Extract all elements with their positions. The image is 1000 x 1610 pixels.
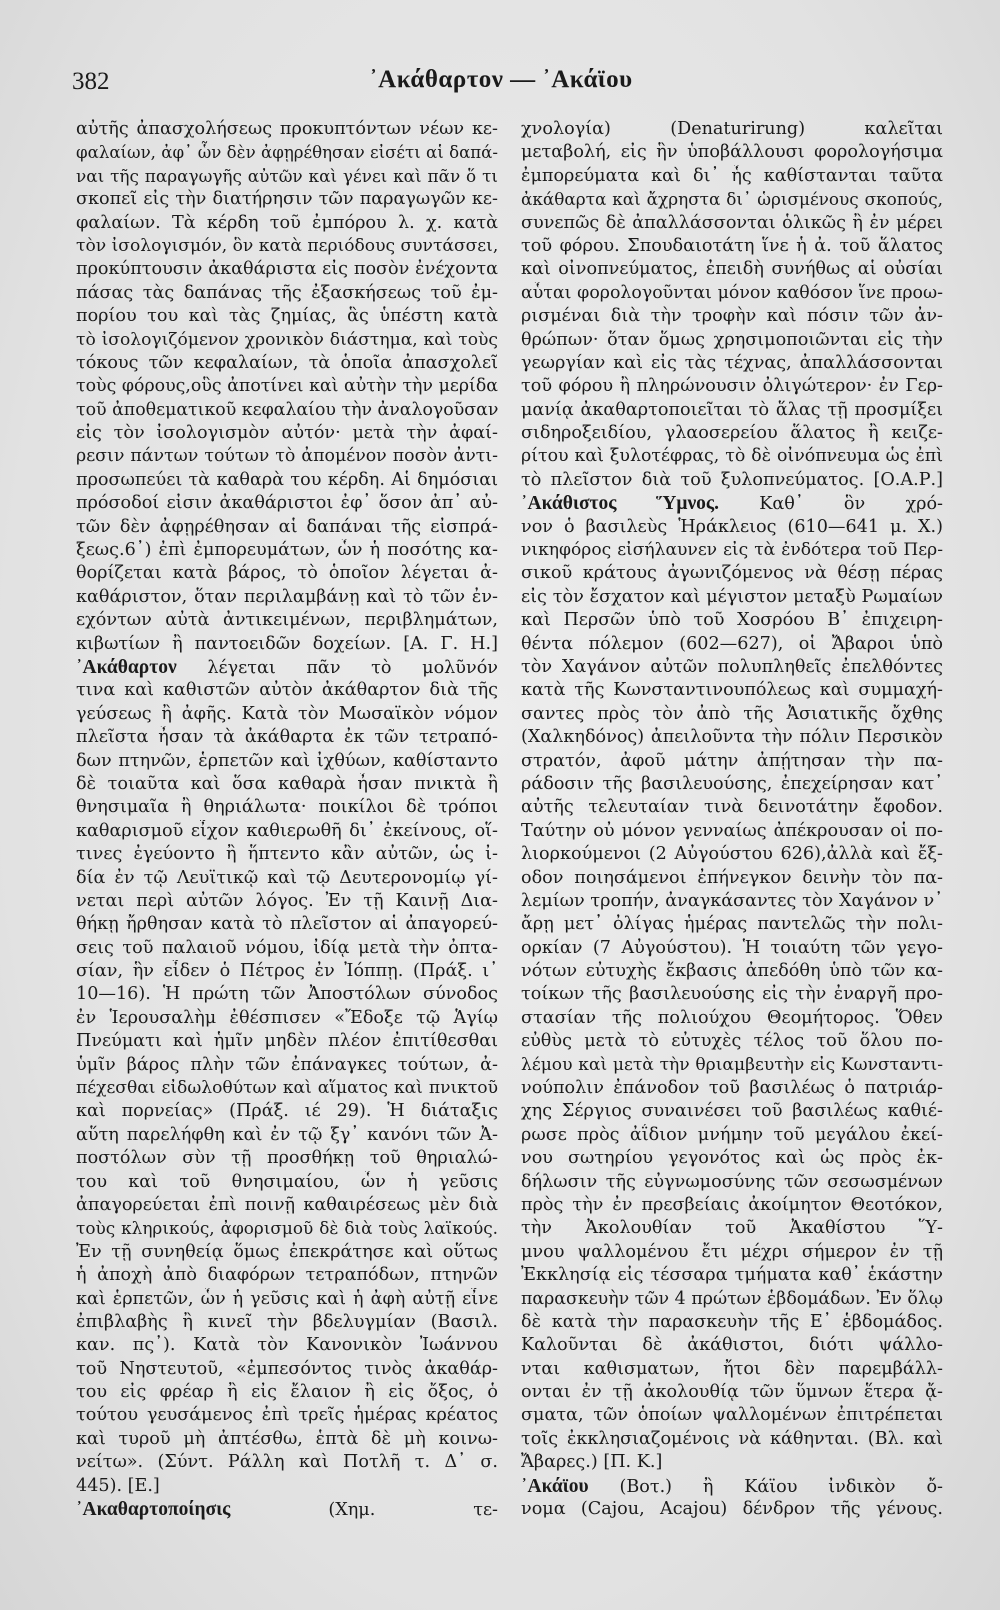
text-line: [76, 937, 498, 960]
line-text: σματα, τῶν ὁποίων ψαλλομένων ἐπιτρέπεται: [521, 1405, 943, 1426]
line-text: ἄρῃ μετ᾿ ὀλίγας ἡμέρας παντελῶς τὴν πολι-: [521, 914, 943, 935]
line-text: τόκους τῶν κεφαλαίων, τὰ ὁποῖα ἀπασχολεῖ: [76, 352, 498, 373]
text-line: [76, 703, 498, 726]
line-text: καὶ τυροῦ μὴ ἀπτέσθω, ἑπτὰ δὲ μὴ κοινω-: [76, 1428, 498, 1449]
text-line: [521, 1498, 943, 1521]
line-text: συνεπῶς δὲ ἀπαλλάσσονται ὁλικῶς ἢ ἐν μέρει: [521, 212, 943, 233]
text-line: [521, 1171, 943, 1194]
text-line: [521, 1381, 943, 1404]
line-text: θορίζεται κατὰ βάρος, τὸ ὁποῖον λέγεται ἀ-: [76, 563, 498, 584]
line-text: εἰς τὸν ἔσχατον καὶ μέγιστον μεταξὺ Ρωμαίων: [521, 586, 943, 607]
line-text: πρὸς τὴν ἐν πρεσβείαις ἀκοίμητον Θεοτόκον,: [521, 1194, 943, 1215]
line-text: θρώπων· ὅταν ὅμως χρησιμοποιῶνται εἰς τὴν: [521, 329, 943, 350]
text-line: [521, 1147, 943, 1170]
text-line: [76, 1381, 498, 1404]
text-line: [76, 235, 498, 258]
line-text: μεταβολή, εἰς ἣν ὑποβάλλουσι φορολογήσιμα: [521, 142, 943, 163]
page-number: 382: [72, 68, 110, 95]
text-line: [521, 329, 943, 352]
line-text: πρόσοδοί εἰσιν ἀκαθάριστοι ἐφ᾿ ὅσον ἀπ᾿ αὐ-: [76, 493, 498, 514]
text-line: [76, 820, 498, 843]
line-text: χης Σέργιος συναινέσει τοῦ βασιλέως καθιέ-: [521, 1101, 943, 1122]
line-text: αὐτῆς τελευταίαν τινὰ δεινοτάτην ἔφοδον.: [521, 797, 943, 818]
line-text: Ταύτην οὐ μόνον γενναίως ἀπέκρουσαν οἱ πο-: [521, 820, 943, 841]
line-text: τὸν Χαγάνον αὐτῶν πολυπληθεῖς ἐπελθόντες: [521, 656, 943, 677]
text-line: [76, 399, 498, 422]
text-line: [521, 679, 943, 702]
line-text: στρατόν, ἀφοῦ μάτην ἀπῄτησαν τὴν πα-: [521, 750, 943, 771]
text-line: [521, 1054, 943, 1077]
line-text: σεις τοῦ παλαιοῦ νόμου, ἰδίᾳ μετὰ τὴν ὀπτα-: [76, 937, 498, 958]
page-header: [68, 64, 934, 104]
line-text: λεμίων τροπήν, ἀναγκάσαντες τὸν Χαγάνον ν᾿: [521, 890, 943, 911]
line-text: ρισμέναι διὰ τὴν τροφὴν καὶ πόσιν τῶν ἀν-: [521, 306, 943, 327]
line-text: κατὰ τῆς Κωνσταντινουπόλεως καὶ συμμαχή-: [521, 680, 943, 701]
text-line: [521, 1428, 943, 1451]
text-line: [521, 1241, 943, 1264]
line-text: σκοπεῖ εἰς τὴν διατήρησιν τῶν παραγωγῶν κε-: [76, 189, 498, 210]
line-text: ὑμῖν βάρος πλὴν τῶν ἐπάναγκες τούτων, ἀ-: [76, 1054, 498, 1075]
text-line: [521, 960, 943, 983]
line-text: ἐπιβλαβὴς ἢ κινεῖ τὴν βδελυγμίαν (Βασιλ.: [76, 1311, 498, 1332]
line-text: τὴν Ἀκολουθίαν τοῦ Ἀκαθίστου Ὕ-: [521, 1218, 943, 1239]
entry-headword: ᾿Ακάθιστος Ὕμνος.: [521, 493, 720, 515]
line-text: ποστόλων σὺν τῇ προσθήκῃ τοῦ θηριαλώ-: [76, 1148, 498, 1169]
line-text: σιδηροξειδίου, γλαοσερείου ἅλατος ἢ κειζε-: [521, 423, 943, 444]
line-text: νται καθισματων, ἤτοι δὲν παρεμβάλλ-: [521, 1358, 943, 1379]
text-line: [521, 235, 943, 258]
text-line: [521, 1077, 943, 1100]
text-line: [76, 1475, 498, 1498]
text-line: [76, 1404, 498, 1427]
line-text: (Χημ. τε-: [230, 1500, 498, 1521]
text-line: [76, 141, 498, 164]
line-text: ἀπαγορεύεται ἐπὶ ποινῇ καθαιρέσεως μὲν διὰ: [76, 1194, 498, 1215]
line-text: καὶ ἑρπετῶν, ὧν ἡ γεῦσις καὶ ἡ ἀφὴ αὐτῇ εἶνε: [76, 1288, 498, 1309]
line-text: οδον ποιησάμενοι ἐπήνεγκον δεινὴν τὸν πα-: [521, 867, 943, 888]
line-text: χνολογία) (Denaturirung) καλεῖται: [521, 119, 943, 139]
text-line: [76, 118, 498, 141]
text-line: [521, 633, 943, 656]
text-line: [76, 1194, 498, 1217]
line-text: Ἐκκλησίᾳ εἰς τέσσαρα τμήματα καθ᾿ ἑκάστην: [521, 1265, 943, 1286]
line-text: νούπολιν ἐπάνοδον τοῦ βασιλέως ὁ πατριάρ-: [521, 1078, 943, 1099]
text-line: [76, 983, 498, 1006]
text-line: [76, 1264, 498, 1287]
line-text: (Βοτ.) ἢ Κάϊου ἰνδικὸν ὄ-: [588, 1476, 943, 1497]
line-text: στασίαν τῆς πολιούχου Θεομήτορος. Ὅθεν: [521, 1007, 943, 1028]
text-line: [521, 586, 943, 609]
text-line: [521, 703, 943, 726]
text-line: [521, 1217, 943, 1240]
line-text: νότων εὐτυχὴς ἔκβασις ἀπεδόθη ὑπὸ τῶν κα-: [521, 961, 943, 982]
text-line: [76, 1124, 498, 1147]
text-line: [521, 1404, 943, 1427]
line-text: νομα (Cajou, Acajou) δένδρον τῆς γένους.: [521, 1499, 943, 1520]
text-line: [76, 1077, 498, 1100]
text-line: [76, 960, 498, 983]
line-text: πορίου του καὶ τὰς ζημίας, ἃς ὑπέστη κατὰ: [76, 306, 498, 327]
text-line: [76, 1007, 498, 1030]
text-line: [521, 820, 943, 843]
text-line: [521, 562, 943, 585]
text-line: [521, 1334, 943, 1357]
line-text: λέμου καὶ μετὰ τὴν θριαμβευτὴν εἰς Κωνσταντι-: [521, 1054, 943, 1075]
line-text: πέχεσθαι εἰδωλοθύτων καὶ αἵματος καὶ πνικτοῦ: [76, 1078, 498, 1099]
line-text: σαντες πρὸς τὸν ἀπὸ τῆς Ἀσιατικῆς ὄχθης: [521, 703, 943, 724]
text-line: [521, 796, 943, 819]
text-line: [521, 1264, 943, 1287]
text-line: [521, 282, 943, 305]
text-line: [76, 212, 498, 235]
line-text: του καὶ τοῦ θνησιμαίου, ὧν ἡ γεῦσις: [76, 1171, 498, 1192]
line-text: τοῦ ἀποθεματικοῦ κεφαλαίου τὴν ἀναλογοῦσαν: [76, 399, 498, 420]
text-line: [521, 469, 943, 492]
line-text: θήκῃ ἤρθησαν κατὰ τὸ πλεῖστον αἱ ἀπαγορεύ-: [76, 914, 498, 935]
text-line: [76, 1171, 498, 1194]
text-line: [76, 1030, 498, 1053]
line-text: ἐν Ἱερουσαλὴμ ἐθέσπισεν «Ἔδοξε τῷ Ἁγίῳ: [76, 1007, 498, 1028]
text-line: [521, 1311, 943, 1334]
line-text: τοῦ φόρου. Σπουδαιοτάτη ἵνε ἡ ἀ. τοῦ ἅλατος: [521, 235, 943, 256]
right-column: [521, 118, 943, 1548]
line-text: του εἰς φρέαρ ἢ εἰς ἔλαιον ἢ εἰς ὄξος, ὁ: [76, 1382, 498, 1403]
line-text: τοὺς κληρικούς, ἀφορισμοῦ δὲ διὰ τοὺς λαϊκούς.: [76, 1218, 498, 1239]
line-text: δὲ κατὰ τὴν παρασκευὴν τῆς Ε᾿ ἑβδομάδος.: [521, 1311, 943, 1332]
text-line: [76, 679, 498, 702]
text-line: [76, 843, 498, 866]
text-line: [76, 1217, 498, 1240]
text-line: [76, 796, 498, 819]
line-text: νικηφόρος εἰσήλαυνεν εἰς τὰ ἐνδότερα τοῦ Περ-: [521, 540, 943, 561]
line-text: παρασκευὴν τῶν 4 πρώτων ἑβδομάδων. Ἐν ὅλῳ: [521, 1288, 943, 1309]
line-text: Ἄβαρες.) [Π. Κ.]: [521, 1452, 663, 1473]
text-line: [521, 118, 943, 141]
text-line: [521, 983, 943, 1006]
text-line: [521, 843, 943, 866]
text-line: [76, 516, 498, 539]
text-line: [521, 1007, 943, 1030]
line-text: καθάριστον, ὅταν περιλαμβάνῃ καὶ τὸ τῶν ἐν-: [76, 586, 498, 607]
text-line: [521, 750, 943, 773]
text-line: [76, 445, 498, 468]
line-text: μανίᾳ ἀκαθαρτοποιεῖται τὸ ἅλας τῇ προσμίξει: [521, 399, 943, 420]
line-text: τοὺς φόρους,οὓς ἀποτίνει καὶ αὐτὴν τὴν μερίδα: [76, 376, 498, 397]
text-line: [521, 1030, 943, 1053]
text-line: [76, 165, 498, 188]
text-line: [521, 399, 943, 422]
line-text: ἐμπορεύματα καὶ δι᾿ ἧς καθίστανται ταῦτα: [521, 165, 943, 186]
text-line: [521, 1451, 943, 1474]
line-text: σίαν, ἣν εἶδεν ὁ Πέτρος ἐν Ἰόππῃ. (Πράξ. ι᾿: [76, 961, 498, 982]
line-text: καὶ Περσῶν ὑπὸ τοῦ Χοσρόου Β᾿ ἐπιχειρη-: [521, 610, 943, 631]
text-line: [76, 867, 498, 890]
text-line: [76, 656, 498, 679]
line-text: τινες ἐγεύοντο ἢ ἥπτεντο κἂν αὐτῶν, ὡς ἰ-: [76, 844, 498, 865]
text-line: [521, 422, 943, 445]
line-text: τῶν δὲν ἀφῃρέθησαν αἱ δαπάναι τῆς εἰσπρά-: [76, 516, 498, 537]
line-text: προκύπτουσιν ἀκαθάριστα εἰς ποσὸν ἐνέχοντα: [76, 259, 498, 280]
line-text: κιβωτίων ἢ παντοειδῶν δοχείων. [Α. Γ. Η.]: [76, 633, 498, 654]
line-text: καν. πς᾿). Κατὰ τὸν Κανονικὸν Ἰωάννου: [76, 1335, 498, 1356]
line-text: θνησιμαῖα ἢ θηριάλωτα· ποικίλοι δὲ τρόποι: [76, 797, 498, 818]
line-text: δὲ τοιαῦτα καὶ ὅσα καθαρὰ ἦσαν πνικτὰ ἢ: [76, 773, 498, 794]
line-text: τινα καὶ καθιστῶν αὐτὸν ἀκάθαρτον διὰ τῆς: [76, 680, 498, 701]
text-line: [76, 1241, 498, 1264]
text-line: [521, 445, 943, 468]
line-text: 10—16). Ἡ πρώτη τῶν Ἀποστόλων σύνοδος: [76, 984, 498, 1005]
line-text: εχόντων αὐτὰ ἀντικειμένων, περιβλημάτων,: [76, 610, 498, 631]
text-line: [521, 937, 943, 960]
line-text: αὕτη παρελήφθη καὶ ἐν τῷ ξγ᾿ κανόνι τῶν Ἀ-: [76, 1124, 498, 1145]
text-line: [521, 516, 943, 539]
line-text: τοῖς ἐκκλησιαζομένοις νὰ κάθηνται. (Βλ. καὶ: [521, 1428, 943, 1449]
text-line: [76, 609, 498, 632]
text-line: [521, 656, 943, 679]
line-text: νείτω». (Σύντ. Ράλλη καὶ Ποτλῆ τ. Δ᾿ σ.: [76, 1452, 498, 1473]
entry-headword: ᾿Ακάθαρτον: [76, 656, 177, 678]
line-text: φαλαίων. Τὰ κέρδη τοῦ ἐμπόρου λ. χ. κατὰ: [76, 212, 498, 233]
text-line: [521, 867, 943, 890]
line-text: αὐτῆς ἀπασχολήσεως προκυπτόντων νέων κε-: [76, 119, 498, 139]
line-text: νεται περὶ αὐτῶν λόγος. Ἐν τῇ Καινῇ Δια-: [76, 890, 498, 911]
line-text: τοῦ φόρου ἢ πληρώνουσιν ὀλιγώτερον· ἐν Γερ-: [521, 376, 943, 397]
line-text: γεωργίαν καὶ εἰς τὰς τέχνας, ἀπαλλάσσονται: [521, 352, 943, 373]
text-line: [521, 1475, 943, 1498]
text-line: [76, 1358, 498, 1381]
line-text: ρωσε πρὸς ἀΐδιον μνήμην τοῦ μεγάλου ἐκεί-: [521, 1124, 943, 1145]
line-text: Ἐν τῇ συνηθείᾳ ὅμως ἐπεκράτησε καὶ οὕτως: [76, 1241, 498, 1262]
text-line: [76, 726, 498, 749]
text-line: [76, 539, 498, 562]
text-line: [76, 1498, 498, 1521]
text-line: [76, 352, 498, 375]
line-text: πάσας τὰς δαπάνας τῆς ἐξασκήσεως τοῦ ἐμ-: [76, 282, 498, 303]
line-text: προσωπεύει τὰ καθαρὰ του κέρδη. Αἱ δημόσιαι: [76, 469, 498, 490]
text-line: [76, 586, 498, 609]
text-line: [76, 188, 498, 211]
left-column: [76, 118, 498, 1548]
line-text: ἡ ἀποχὴ ἀπὸ διαφόρων τετραπόδων, πτηνῶν: [76, 1265, 498, 1286]
line-text: ρίτου καὶ ξυλοτέφρας, τὸ δὲ οἰνόπνευμα ὡς ἐπὶ: [521, 446, 943, 467]
line-text: καθαρισμοῦ εἶχον καθιερωθῆ δι᾿ ἐκείνους, οἵ-: [76, 820, 498, 841]
text-line: [521, 913, 943, 936]
line-text: λέγεται πᾶν τὸ μολῦνόν: [176, 657, 498, 678]
line-text: τούτου γευσάμενος ἐπὶ τρεῖς ἡμέρας κρέατος: [76, 1405, 498, 1426]
text-line: [521, 212, 943, 235]
text-line: [521, 188, 943, 211]
line-text: εὐθὺς μετὰ τὸ εὐτυχὲς τέλος τοῦ ὅλου πο-: [521, 1031, 943, 1052]
text-line: [521, 165, 943, 188]
line-text: Καθ᾿ ὃν χρό-: [719, 494, 943, 515]
line-text: τὸ ἰσολογιζόμενον χρονικὸν διάστημα, καὶ τοὺς: [76, 329, 498, 350]
text-line: [76, 258, 498, 281]
line-text: (Χαλκηδόνος) ἀπειλοῦντα τὴν πόλιν Περσικὸν: [521, 727, 943, 748]
line-text: νον ὁ βασιλεὺς Ἡράκλειος (610—641 μ. Χ.): [521, 516, 943, 537]
line-text: ονται ἐν τῇ ἀκολουθίᾳ τῶν ὕμνων ἕτερα ᾄ-: [521, 1382, 943, 1403]
text-line: [76, 282, 498, 305]
text-line: [76, 890, 498, 913]
line-text: καὶ οἰνοπνεύματος, ἐπειδὴ συνήθως αἱ οὐσίαι: [521, 259, 943, 280]
text-line: [521, 890, 943, 913]
text-line: [521, 726, 943, 749]
text-line: [521, 305, 943, 328]
line-text: λιορκούμενοι (2 Αὐγούστου 626),ἀλλὰ καὶ ἔξ-: [521, 844, 943, 865]
text-line: [521, 352, 943, 375]
line-text: καὶ πορνείας» (Πράξ. ιέ 29). Ἡ διάταξις: [76, 1101, 498, 1122]
line-text: νου σωτηρίου γεγονότος καὶ ὡς πρὸς ἐκ-: [521, 1148, 943, 1169]
line-text: θέντα πόλεμον (602—627), οἱ Ἄβαροι ὑπὸ: [521, 633, 943, 654]
text-line: [76, 1100, 498, 1123]
text-line: [521, 141, 943, 164]
text-line: [76, 750, 498, 773]
line-text: 445). [Ε.]: [76, 1475, 160, 1496]
line-text: σικοῦ κράτους ἀγωνιζόμενος νὰ θέσῃ πέρας: [521, 563, 943, 584]
text-line: [76, 492, 498, 515]
entry-headword: ᾿Ακαθαρτοποίησις: [76, 1499, 231, 1521]
line-text: εἰς τὸν ἰσολογισμὸν αὐτόν· μετὰ τὴν ἀφαί-: [76, 423, 498, 444]
line-text: τοίκων τῆς βασιλευούσης εἰς τὴν ἐναργῆ προ-: [521, 984, 943, 1005]
line-text: δήλωσιν τῆς εὐγνωμοσύνης τῶν σεσωσμένων: [521, 1171, 943, 1192]
text-line: [76, 422, 498, 445]
text-line: [76, 562, 498, 585]
text-line: [76, 773, 498, 796]
line-text: ξεως.6᾿) ἐπὶ ἐμπορευμάτων, ὧν ἡ ποσότης κα-: [76, 540, 498, 561]
line-text: Πνεύματι καὶ ἡμῖν μηδὲν πλέον ἐπιτίθεσθαι: [76, 1031, 498, 1052]
text-line: [76, 633, 498, 656]
line-text: γεύσεως ἢ ἀφῆς. Κατὰ τὸν Μωσαϊκὸν νόμον: [76, 703, 498, 724]
line-text: Καλοῦνται δὲ ἀκάθιστοι, διότι ψάλλο-: [521, 1335, 943, 1356]
text-line: [76, 1147, 498, 1170]
text-line: [521, 492, 943, 515]
running-head: ᾿Ακάθαρτον — ᾿Ακάϊου: [369, 66, 633, 93]
text-line: [76, 913, 498, 936]
line-text: ναι τῆς παραγωγῆς αὐτῶν καὶ γένει καὶ πᾶν ὅ τι: [76, 165, 498, 186]
text-line: [76, 1054, 498, 1077]
text-line: [521, 773, 943, 796]
line-text: τὸ πλεῖστον διὰ τοῦ ξυλοπνεύματος. [Ο.Α.Ρ.]: [521, 469, 943, 490]
line-text: ράδοσιν τῆς βασιλευούσης, ἐπεχείρησαν κατ᾿: [521, 773, 943, 794]
line-text: τοῦ Νηστευτοῦ, «ἐμπεσόντος τινὸς ἀκαθάρ-: [76, 1358, 498, 1379]
text-line: [76, 1428, 498, 1451]
text-line: [521, 258, 943, 281]
line-text: δία ἐν τῷ Λευϊτικῷ καὶ τῷ Δευτερονομίῳ γί-: [76, 867, 498, 888]
line-text: αὗται φορολογοῦνται μόνον καθόσον ἵνε προω-: [521, 282, 943, 303]
text-line: [76, 1311, 498, 1334]
text-line: [521, 1288, 943, 1311]
text-line: [76, 305, 498, 328]
line-text: μνου ψαλλομένου ἔτι μέχρι σήμερον ἐν τῇ: [521, 1241, 943, 1262]
text-line: [521, 1124, 943, 1147]
text-line: [521, 1194, 943, 1217]
text-line: [76, 329, 498, 352]
text-line: [76, 375, 498, 398]
line-text: τὸν ἰσολογισμόν, ὃν κατὰ περιόδους συντάσσει,: [76, 235, 498, 256]
text-line: [521, 539, 943, 562]
text-line: [521, 375, 943, 398]
text-line: [76, 1288, 498, 1311]
text-line: [76, 1451, 498, 1474]
line-text: ορκίαν (7 Αὐγούστου). Ἡ τοιαύτη τῶν γεγο-: [521, 937, 943, 958]
line-text: φαλαίων, ἀφ᾿ ὧν δὲν ἀφῃρέθησαν εἰσέτι αἱ δαπά-: [76, 143, 498, 163]
line-text: πλεῖστα ἦσαν τὰ ἀκάθαρτα ἐκ τῶν τετραπό-: [76, 727, 498, 748]
text-line: [521, 609, 943, 632]
entry-headword: ᾿Ακάϊου: [521, 1475, 589, 1497]
line-text: ἀκάθαρτα καὶ ἄχρηστα δι᾿ ὡρισμένους σκοπούς,: [521, 189, 943, 210]
text-line: [76, 469, 498, 492]
line-text: δων πτηνῶν, ἑρπετῶν καὶ ἰχθύων, καθίσταντο: [76, 750, 498, 771]
line-text: ρεσιν πάντων τούτων τὸ ἀπομένον ποσὸν ἀντι-: [76, 446, 498, 467]
text-line: [521, 1100, 943, 1123]
text-line: [76, 1334, 498, 1357]
text-line: [521, 1358, 943, 1381]
